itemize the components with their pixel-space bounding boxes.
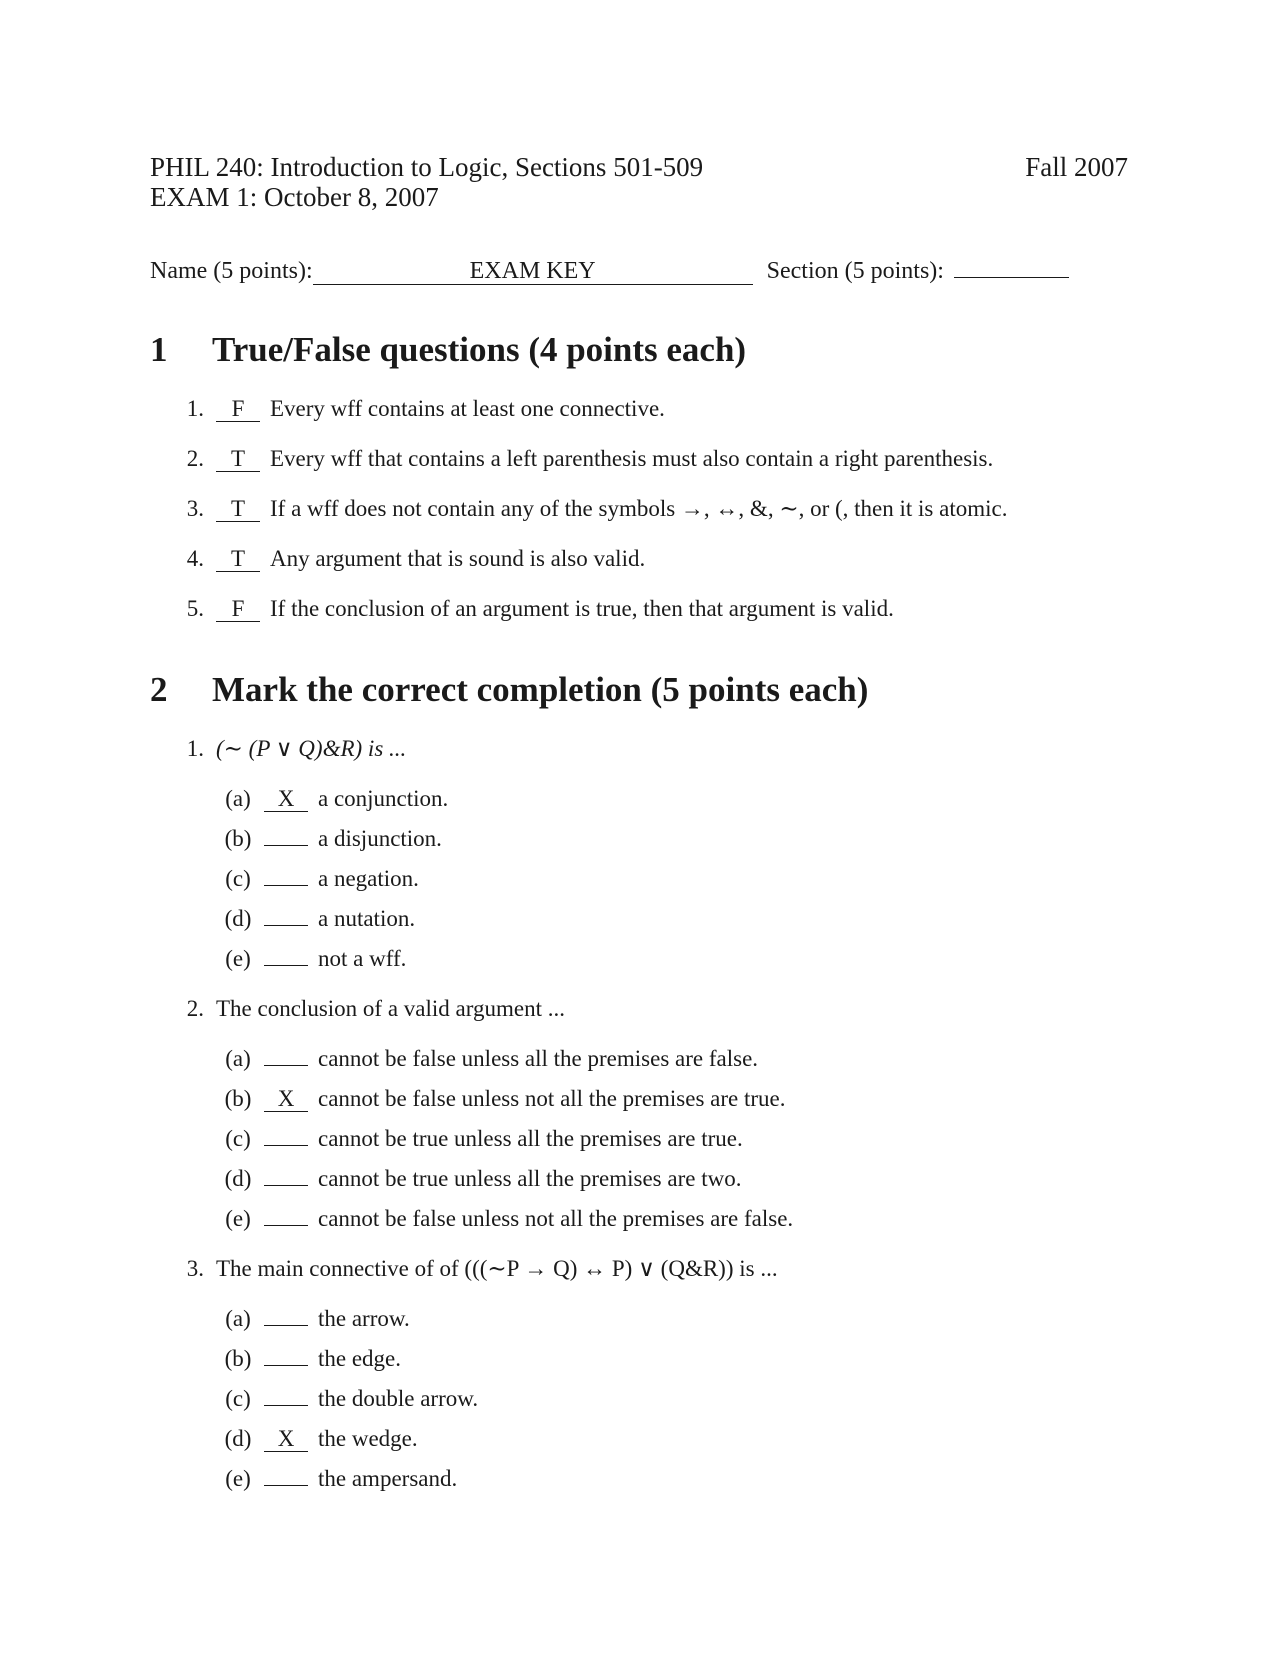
mc-option: (b) a disjunction. — [224, 826, 442, 851]
tf-answer[interactable]: T — [216, 547, 260, 572]
mc-answer-blank[interactable]: X — [264, 1427, 308, 1452]
mc-option: (c) cannot be true unless all the premises are true. — [225, 1126, 743, 1151]
mc-option: (b) X cannot be false unless not all the premises are true. — [224, 1086, 786, 1111]
section2-heading — [150, 670, 868, 710]
section2-number: 2 — [150, 670, 168, 709]
mc-option: (d) X the wedge. — [224, 1426, 418, 1451]
tf-question-text: Any argument that is sound is also valid. — [270, 546, 646, 571]
section-label: Section (5 points): — [766, 258, 944, 284]
name-label: Name (5 points): — [150, 258, 313, 284]
mc-option: (d) cannot be true unless all the premises are two. — [224, 1166, 742, 1191]
mc-option: (a) the arrow. — [225, 1306, 410, 1331]
name-field[interactable]: EXAM KEY — [313, 258, 753, 285]
tf-question: 5. F If the conclusion of an argument is true, then that argument is valid. — [186, 596, 894, 621]
section1-title: True/False questions (4 points each) — [212, 330, 747, 369]
mc-option: (a) X a conjunction. — [225, 786, 449, 811]
mc-answer-blank[interactable]: X — [264, 1087, 308, 1112]
tf-question-text: If a wff does not contain any of the symbols →, ↔, &, ∼, or (, then it is atomic. — [270, 496, 1008, 521]
tf-question: 3. T If a wff does not contain any of the symbols →, ↔, &, ∼, or (, then it is atomic. — [186, 496, 1008, 521]
mc-answer-blank[interactable] — [264, 1145, 308, 1146]
tf-question-text: Every wff that contains a left parenthesis must also contain a right parenthesis. — [270, 446, 994, 471]
course-title: PHIL 240: Introduction to Logic, Sections 501-509 — [150, 152, 704, 182]
mc-answer-blank[interactable]: X — [264, 787, 308, 812]
mc-option: (e) the ampersand. — [225, 1466, 458, 1491]
mc-answer-blank[interactable] — [264, 1225, 308, 1226]
exam-date: EXAM 1: October 8, 2007 — [150, 182, 439, 212]
mc-option: (b) the edge. — [224, 1346, 402, 1371]
mc-answer-blank[interactable] — [264, 925, 308, 926]
mc-answer-blank[interactable] — [264, 965, 308, 966]
mc-answer-blank[interactable] — [264, 1405, 308, 1406]
section2-title: Mark the correct completion (5 points each) — [212, 670, 869, 709]
mc-answer-blank[interactable] — [264, 1185, 308, 1186]
section-field[interactable] — [954, 277, 1069, 278]
mc-answer-blank[interactable] — [264, 1485, 308, 1486]
tf-question: 1. F Every wff contains at least one connective. — [186, 396, 665, 421]
mc-question-stem: 3. The main connective of of (((∼P → Q) ↔ P) ∨ (Q&R)) is ... — [186, 1256, 778, 1281]
exam-header — [150, 152, 703, 212]
tf-answer[interactable]: F — [216, 597, 260, 622]
mc-answer-blank[interactable] — [264, 1325, 308, 1326]
section1-number: 1 — [150, 330, 168, 369]
tf-question-text: Every wff contains at least one connective. — [270, 396, 665, 421]
tf-question: 4. T Any argument that is sound is also valid. — [186, 546, 646, 571]
tf-question: 2. T Every wff that contains a left parenthesis must also contain a right parenthesis. — [186, 446, 994, 471]
tf-question-text: If the conclusion of an argument is true, then that argument is valid. — [270, 596, 894, 621]
mc-question-stem: 1. (∼ (P ∨ Q)&R) is ... — [186, 736, 407, 761]
mc-answer-blank[interactable] — [264, 1065, 308, 1066]
tf-answer[interactable]: T — [216, 447, 260, 472]
tf-answer[interactable]: T — [216, 497, 260, 522]
mc-option: (c) the double arrow. — [225, 1386, 479, 1411]
mc-option: (c) a negation. — [225, 866, 419, 891]
tf-answer[interactable]: F — [216, 397, 260, 422]
mc-option: (a) cannot be false unless all the premises are false. — [225, 1046, 759, 1071]
mc-option: (e) not a wff. — [225, 946, 407, 971]
exam-term: Fall 2007 — [1025, 152, 1128, 182]
mc-question-stem: 2. The conclusion of a valid argument ... — [186, 996, 565, 1021]
mc-option: (d) a nutation. — [224, 906, 416, 931]
section1-heading — [150, 330, 746, 370]
mc-answer-blank[interactable] — [264, 845, 308, 846]
mc-answer-blank[interactable] — [264, 1365, 308, 1366]
name-row — [150, 258, 1069, 285]
mc-answer-blank[interactable] — [264, 885, 308, 886]
mc-option: (e) cannot be false unless not all the premises are false. — [225, 1206, 794, 1231]
